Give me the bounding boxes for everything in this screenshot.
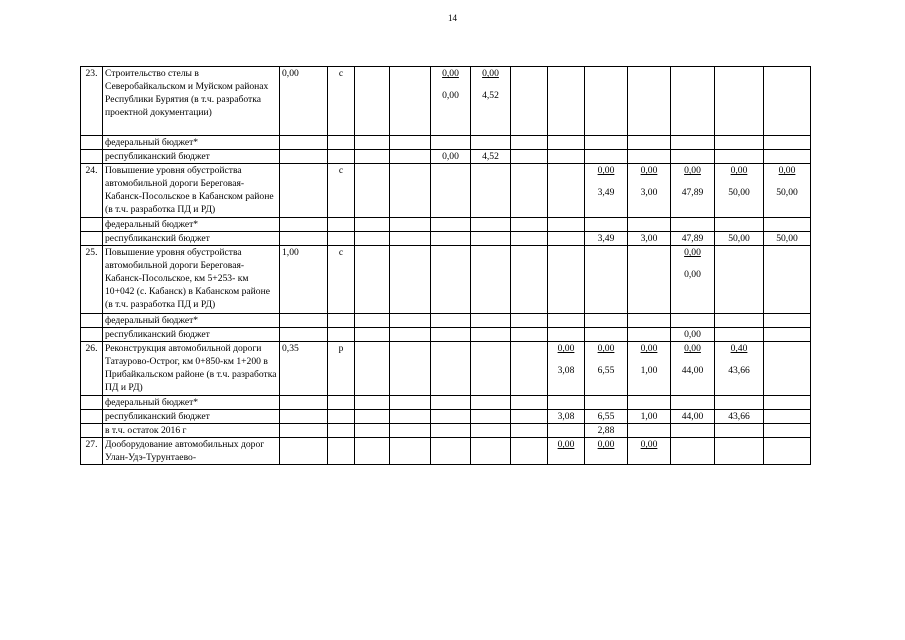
value-cell: 0,00 3,49 xyxy=(585,164,628,218)
value-cell: 0,00 xyxy=(671,328,715,342)
value-cell: 0,00 47,89 xyxy=(671,164,715,218)
budget-label: федеральный бюджет* xyxy=(103,136,280,150)
value-cell: 50,00 xyxy=(715,232,764,246)
value-cell: 6,55 xyxy=(585,410,628,424)
budget-label: республиканский бюджет xyxy=(103,410,280,424)
row-number: 25. xyxy=(81,246,103,314)
object-name: Повышение уровня обустройства автомобильной дороги Береговая-Кабанск-Посольское в Кабанском районе (в т.ч. разработка ПД и РД) xyxy=(103,164,280,218)
value-cell: 1,00 xyxy=(628,410,671,424)
budget-label: республиканский бюджет xyxy=(103,232,280,246)
value-cell: 43,66 xyxy=(715,410,764,424)
type-cell: с xyxy=(328,164,355,218)
budget-label: в т.ч. остаток 2016 г xyxy=(103,424,280,438)
value-cell: 0,00 44,00 xyxy=(671,342,715,396)
table-row xyxy=(81,314,811,328)
value-cell: 44,00 xyxy=(671,410,715,424)
value-cell: 0,00 6,55 xyxy=(585,342,628,396)
page-number: 14 xyxy=(448,13,457,23)
length-cell: 0,35 xyxy=(280,342,328,396)
table-row xyxy=(81,342,811,396)
value-cell: 0,00 xyxy=(628,438,671,465)
table-row xyxy=(81,218,811,232)
budget-label: республиканский бюджет xyxy=(103,150,280,164)
budget-label: федеральный бюджет* xyxy=(103,218,280,232)
value-cell: 0,00 xyxy=(431,150,471,164)
value-cell: 2,88 xyxy=(585,424,628,438)
row-number: 23. xyxy=(81,67,103,136)
length-cell: 0,00 xyxy=(280,67,328,136)
table-row xyxy=(81,67,811,136)
value-cell: 0,00 0,00 xyxy=(671,246,715,314)
value-cell: 0,00 0,00 xyxy=(431,67,471,136)
table-row xyxy=(81,164,811,218)
value-cell: 0,00 3,08 xyxy=(548,342,585,396)
value-cell: 47,89 xyxy=(671,232,715,246)
budget-label: республиканский бюджет xyxy=(103,328,280,342)
value-cell: 50,00 xyxy=(764,232,811,246)
row-number: 24. xyxy=(81,164,103,218)
value-cell: 0,40 43,66 xyxy=(715,342,764,396)
value-cell: 3,00 xyxy=(628,232,671,246)
table-row xyxy=(81,232,811,246)
value-cell: 0,00 xyxy=(548,438,585,465)
table-row xyxy=(81,328,811,342)
table-row xyxy=(81,396,811,410)
budget-label: федеральный бюджет* xyxy=(103,396,280,410)
row-number: 27. xyxy=(81,438,103,465)
value-cell: 0,00 50,00 xyxy=(764,164,811,218)
table-row xyxy=(81,410,811,424)
type-cell: с xyxy=(328,67,355,136)
value-cell: 3,49 xyxy=(585,232,628,246)
type-cell: р xyxy=(328,342,355,396)
value-cell: 0,00 50,00 xyxy=(715,164,764,218)
table-row xyxy=(81,136,811,150)
object-name: Реконструкция автомобильной дороги Татаурово-Острог, км 0+850-км 1+200 в Прибайкальском районе (в т.ч. разработка ПД и РД) xyxy=(103,342,280,396)
length-cell: 1,00 xyxy=(280,246,328,314)
type-cell: с xyxy=(328,246,355,314)
table-row xyxy=(81,438,811,465)
table-row xyxy=(81,424,811,438)
value-cell: 0,00 xyxy=(585,438,628,465)
table-row xyxy=(81,246,811,314)
budget-label: федеральный бюджет* xyxy=(103,314,280,328)
value-cell: 0,00 1,00 xyxy=(628,342,671,396)
value-cell: 0,00 3,00 xyxy=(628,164,671,218)
table-row xyxy=(81,150,811,164)
value-cell: 4,52 xyxy=(471,150,511,164)
object-name: Повышение уровня обустройства автомобильной дороги Береговая-Кабанск-Посольское, км 5+253- км 10+042 (с. Кабанск) в Кабанском районе (в т.ч. разработка ПД и РД) xyxy=(103,246,280,314)
object-name: Строительство стелы в Северобайкальском и Муйском районах Республики Бурятия (в т.ч. разработка проектной документации) xyxy=(103,67,280,136)
row-number: 26. xyxy=(81,342,103,396)
value-cell: 3,08 xyxy=(548,410,585,424)
object-name: Дооборудование автомобильных дорог Улан-Удэ-Турунтаево- xyxy=(103,438,280,465)
program-table xyxy=(80,66,811,465)
value-cell: 0,00 4,52 xyxy=(471,67,511,136)
